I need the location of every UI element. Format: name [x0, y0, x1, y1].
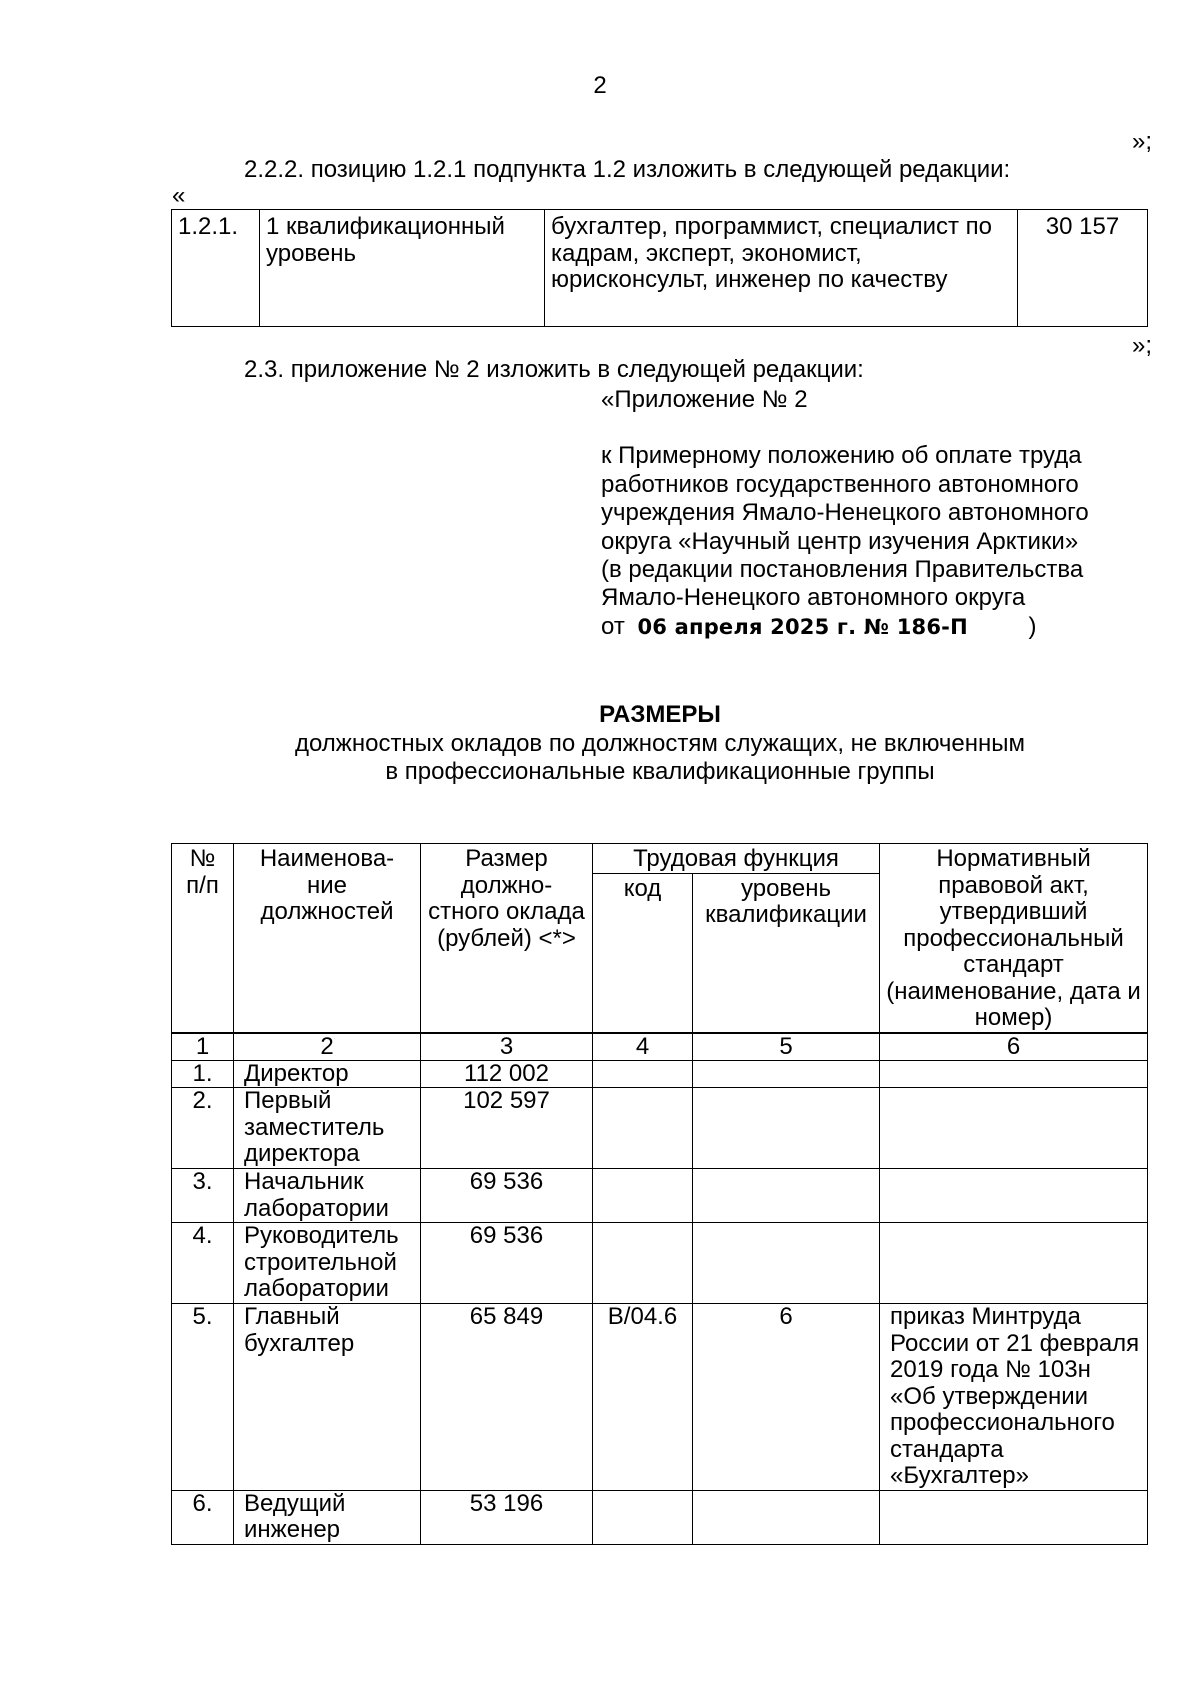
row-act [880, 1223, 1148, 1304]
row-name: Руководитель строительной лаборатории [234, 1223, 421, 1304]
header-act: Нормативный правовой акт, утвердивший профессиональный стандарт (наименование, дата и номер) [880, 844, 1148, 1033]
row-level [693, 1169, 880, 1223]
paragraph-2-2-2: 2.2.2. позицию 1.2.1 подпункта 1.2 изложить в следующей редакции: [244, 156, 1011, 183]
row-act [880, 1169, 1148, 1223]
row-level: 6 [693, 1304, 880, 1491]
row-num: 6. [172, 1490, 234, 1544]
header-code: код [593, 873, 693, 1032]
appendix-line: работников государственного автономного [601, 470, 1079, 498]
closing-quote: »; [1131, 128, 1152, 155]
column-number: 3 [421, 1033, 593, 1060]
header-salary: Размер должно-стного оклада (рублей) <*> [421, 844, 593, 1033]
table-row [172, 1490, 1148, 1544]
column-numbers-row [172, 1033, 1148, 1060]
column-number: 1 [172, 1033, 234, 1060]
header-num: № п/п [172, 844, 234, 1033]
amendment-code: 1.2.1. [172, 210, 260, 327]
header-labor-function: Трудовая функция [593, 844, 880, 874]
appendix-line: Ямало-Ненецкого автономного округа [601, 584, 1026, 612]
row-name: Начальник лаборатории [234, 1169, 421, 1223]
appendix-line: к Примерному положению об оплате труда [601, 442, 1082, 470]
amendment-salary: 30 157 [1018, 210, 1148, 327]
row-code [593, 1223, 693, 1304]
row-level [693, 1060, 880, 1088]
row-code [593, 1169, 693, 1223]
row-code: B/04.6 [593, 1304, 693, 1491]
row-name: Главный бухгалтер [234, 1304, 421, 1491]
appendix-line: округа «Научный центр изучения Арктики» [601, 527, 1079, 555]
column-number: 6 [880, 1033, 1148, 1060]
page-number: 2 [593, 72, 607, 99]
decree-number: 06 апреля 2025 г. № 186-П [637, 614, 968, 639]
row-num: 3. [172, 1169, 234, 1223]
row-level [693, 1490, 880, 1544]
row-num: 4. [172, 1223, 234, 1304]
appendix-line: (в редакции постановления Правительства [601, 556, 1084, 584]
row-salary: 69 536 [421, 1169, 593, 1223]
row-salary: 69 536 [421, 1223, 593, 1304]
row-act [880, 1060, 1148, 1088]
row-salary: 102 597 [421, 1088, 593, 1169]
amendment-row [172, 210, 1148, 327]
paragraph-2-3: 2.3. приложение № 2 изложить в следующей редакции: [244, 356, 864, 383]
heading-title: РАЗМЕРЫ [599, 701, 721, 728]
appendix-header [601, 386, 1161, 641]
table-row [172, 1060, 1148, 1088]
appendix-line: учреждения Ямало-Ненецкого автономного [601, 499, 1089, 527]
row-salary: 65 849 [421, 1304, 593, 1491]
row-level [693, 1223, 880, 1304]
column-number: 4 [593, 1033, 693, 1060]
closing-quote: »; [1131, 332, 1152, 359]
row-code [593, 1088, 693, 1169]
amendment-positions: бухгалтер, программист, специалист по кадрам, эксперт, экономист, юрисконсульт, инженер по качеству [545, 210, 1018, 327]
closing-paren: ) [1028, 612, 1037, 640]
heading-subtitle-line: должностных окладов по должностям служащих, не включенным [294, 730, 1026, 757]
row-name: Ведущий инженер [234, 1490, 421, 1544]
row-code [593, 1060, 693, 1088]
header-name: Наименова-ние должностей [234, 844, 421, 1033]
salary-table [171, 843, 1148, 1545]
table-row [172, 1088, 1148, 1169]
table-row [172, 1169, 1148, 1223]
table-row [172, 1304, 1148, 1491]
header-level: уровень квалификации [693, 873, 880, 1032]
appendix-from-prefix: от [601, 612, 625, 640]
row-num: 5. [172, 1304, 234, 1491]
row-name: Директор [234, 1060, 421, 1088]
row-code [593, 1490, 693, 1544]
row-level [693, 1088, 880, 1169]
amendment-table [171, 209, 1148, 327]
column-number: 5 [693, 1033, 880, 1060]
table-row [172, 1223, 1148, 1304]
opening-quote: « [172, 182, 186, 209]
row-act [880, 1088, 1148, 1169]
column-number: 2 [234, 1033, 421, 1060]
appendix-title: «Приложение № 2 [601, 386, 808, 413]
document-heading [0, 700, 1200, 787]
row-salary: 53 196 [421, 1490, 593, 1544]
row-num: 1. [172, 1060, 234, 1088]
row-act [880, 1490, 1148, 1544]
row-act: приказ Минтруда России от 21 февраля 2019 года № 103н «Об утверждении профессионального стандарта «Бухгалтер» [880, 1304, 1148, 1491]
appendix-decree-line [601, 613, 1161, 641]
heading-subtitle-line: в профессиональные квалификационные группы [385, 758, 935, 786]
row-salary: 112 002 [421, 1060, 593, 1088]
amendment-level: 1 квалификационный уровень [260, 210, 545, 327]
row-name: Первый заместитель директора [234, 1088, 421, 1169]
row-num: 2. [172, 1088, 234, 1169]
